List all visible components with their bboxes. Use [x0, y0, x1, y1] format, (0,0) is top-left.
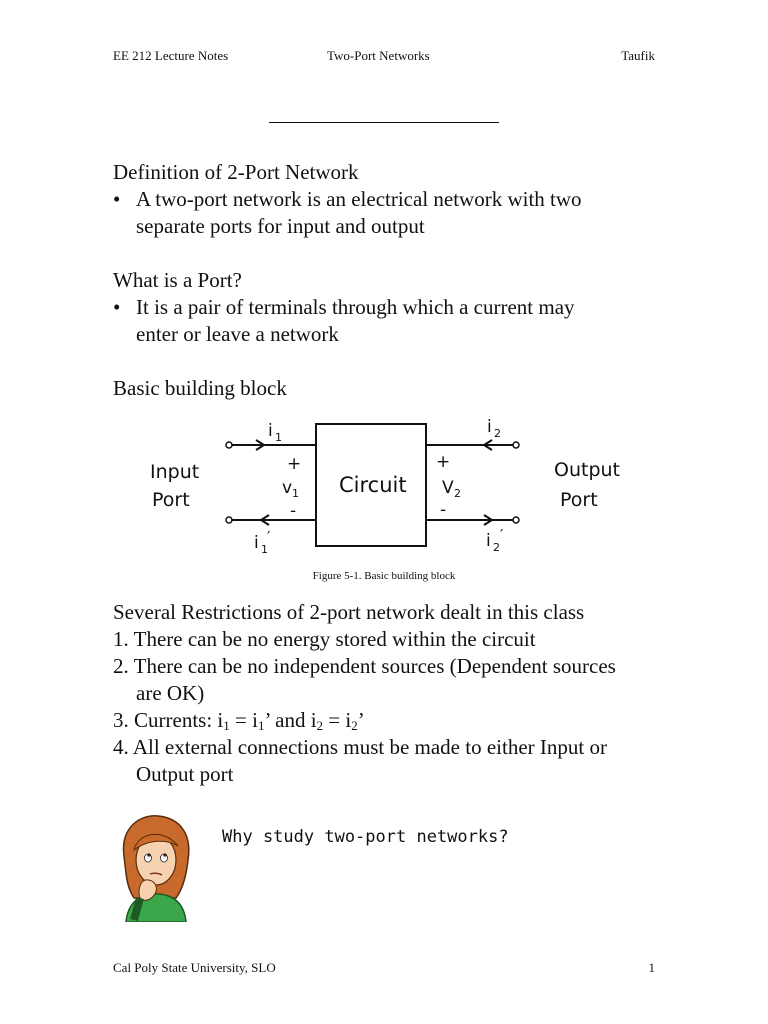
i1-label: i	[268, 421, 273, 441]
i2-prime-subscript: 2	[493, 541, 500, 554]
header-author: Taufik	[621, 48, 655, 63]
output-terminal-bottom	[513, 517, 519, 523]
building-block-heading: Basic building block	[113, 376, 287, 400]
v1-subscript: 1	[292, 487, 299, 500]
restriction-item-4: 4. All external connections must be made to either Input or	[113, 735, 607, 759]
v2-plus: +	[436, 452, 451, 472]
bullet-text-line: enter or leave a network	[136, 322, 339, 346]
restriction-item-2: 2. There can be no independent sources (Dependent sources	[113, 654, 616, 678]
v2-minus: -	[440, 500, 447, 520]
output-label: Output	[554, 459, 620, 481]
i2-label: i	[487, 417, 492, 437]
restriction-item-2-cont: are OK)	[136, 681, 205, 705]
port-heading: What is a Port?	[113, 268, 242, 292]
question-text: Why study two-port networks?	[222, 827, 509, 847]
item3-sub: 1	[223, 718, 230, 733]
v2-label: V	[442, 478, 454, 498]
output-port-label: Port	[560, 489, 598, 511]
two-port-diagram	[140, 412, 630, 562]
bullet-marker: •	[113, 187, 121, 211]
figure-caption: Figure 5-1. Basic building block	[312, 570, 456, 582]
input-label: Input	[150, 461, 200, 483]
item3-sub: 1	[257, 718, 265, 733]
bullet-text-line: separate ports for input and output	[136, 214, 425, 238]
header-course: EE 212 Lecture Notes	[113, 48, 229, 63]
i2-prime-label: i	[486, 531, 491, 551]
item3-sub: 2	[316, 718, 324, 733]
restrictions-heading: Several Restrictions of 2-port network dealt in this class	[113, 600, 585, 624]
i1-subscript: 1	[275, 431, 282, 444]
thinking-girl-clipart	[112, 812, 198, 922]
item3-sub: 2	[351, 718, 358, 733]
page-header	[113, 48, 655, 64]
v1-minus: -	[290, 501, 297, 521]
item3-text: ’ and i	[264, 708, 317, 732]
item3-text: 3. Currents: i	[113, 708, 224, 732]
i1-prime-label: i	[254, 533, 259, 553]
restriction-item-4-cont: Output port	[136, 762, 234, 786]
item3-text: = i	[323, 708, 352, 732]
restriction-item-3	[113, 707, 365, 734]
v1-label: v	[282, 478, 293, 498]
i1-prime-subscript: 1	[261, 543, 268, 556]
output-terminal-top	[513, 442, 519, 448]
restriction-item-1: 1. There can be no energy stored within the circuit	[113, 627, 536, 651]
bullet-text-line: It is a pair of terminals through which a current may	[136, 295, 575, 319]
i1-prime-mark: ′	[267, 528, 271, 546]
input-terminal-top	[226, 442, 232, 448]
title-rule	[269, 122, 499, 123]
bullet-marker: •	[113, 295, 121, 319]
circuit-label: Circuit	[339, 473, 407, 497]
footer-institution: Cal Poly State University, SLO	[113, 960, 276, 975]
bullet-text-line: A two-port network is an electrical network with two	[136, 187, 582, 211]
i2-subscript: 2	[494, 427, 501, 440]
input-port-label: Port	[152, 489, 190, 511]
page-number: 1	[648, 960, 655, 975]
page-footer	[113, 960, 655, 976]
header-topic: Two-Port Networks	[327, 48, 430, 63]
definition-heading: Definition of 2-Port Network	[113, 160, 359, 184]
v1-plus: +	[287, 454, 302, 474]
v2-subscript: 2	[454, 487, 461, 500]
item3-text: ’	[357, 708, 365, 732]
i2-prime-mark: ′	[500, 526, 504, 544]
input-terminal-bottom	[226, 517, 232, 523]
item3-text: = i	[229, 708, 258, 732]
